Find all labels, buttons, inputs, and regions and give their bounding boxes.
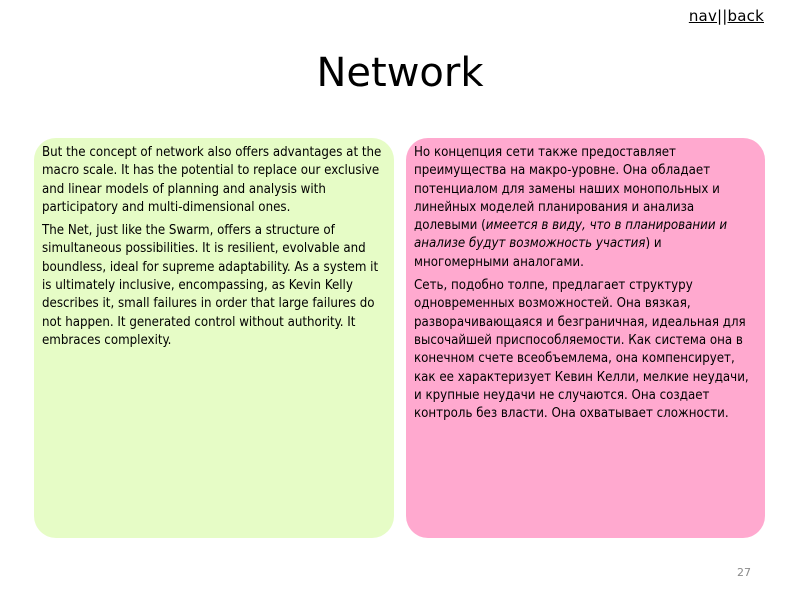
russian-paragraph-1 xyxy=(414,144,757,272)
page-number: 27 xyxy=(737,566,751,579)
russian-paragraph-1-italic-note: имеется в виду, что в планировании и анализе будут возможность участия xyxy=(414,218,728,252)
nav-link[interactable]: nav xyxy=(688,7,718,25)
english-paragraph-2: The Net, just like the Swarm, offers a structure of simultaneous possibilities. It is resilient, evolvable and boundless, ideal for supreme adaptability. As a system it is ultimately inclusive, encompassing, as Kevin Kelly describes it, small failures in order that large failures do not happen. It generated control without authority. It embraces complexity. xyxy=(42,223,379,348)
english-paragraph-1: But the concept of network also offers advantages at the macro scale. It has the potential to replace our exclusive and linear models of planning and analysis with participatory and multi-dimensional ones. xyxy=(42,145,382,215)
slide-navigation xyxy=(689,7,764,25)
slide-title: Network xyxy=(316,50,484,96)
russian-paragraph-1-text: Но концепция сети также предоставляет преимущества на макро-уровне. Она обладает потенциалом для замены наших монопольных и линейных моделей планирования и анализа долевыми ( xyxy=(414,145,720,234)
russian-text-panel xyxy=(406,138,765,538)
russian-paragraph-1-ending: ) и многомерными аналогами. xyxy=(414,236,662,270)
back-link[interactable]: back xyxy=(727,7,764,25)
russian-paragraph-2: Сеть, подобно толпе, предлагает структуру одновременных возможностей. Она вязкая, разворачивающаяся и безграничная, идеальная для высочайшей приспособляемости. Как система она в конечном счете всеобъемлема, она компенсирует, как ее характеризует Кевин Келли, мелкие неудачи, и крупные неудачи не случаются. Она создает контроль без власти. Она охватывает сложности. xyxy=(414,278,749,422)
nav-separator: || xyxy=(717,7,728,25)
english-text-panel xyxy=(34,138,394,538)
